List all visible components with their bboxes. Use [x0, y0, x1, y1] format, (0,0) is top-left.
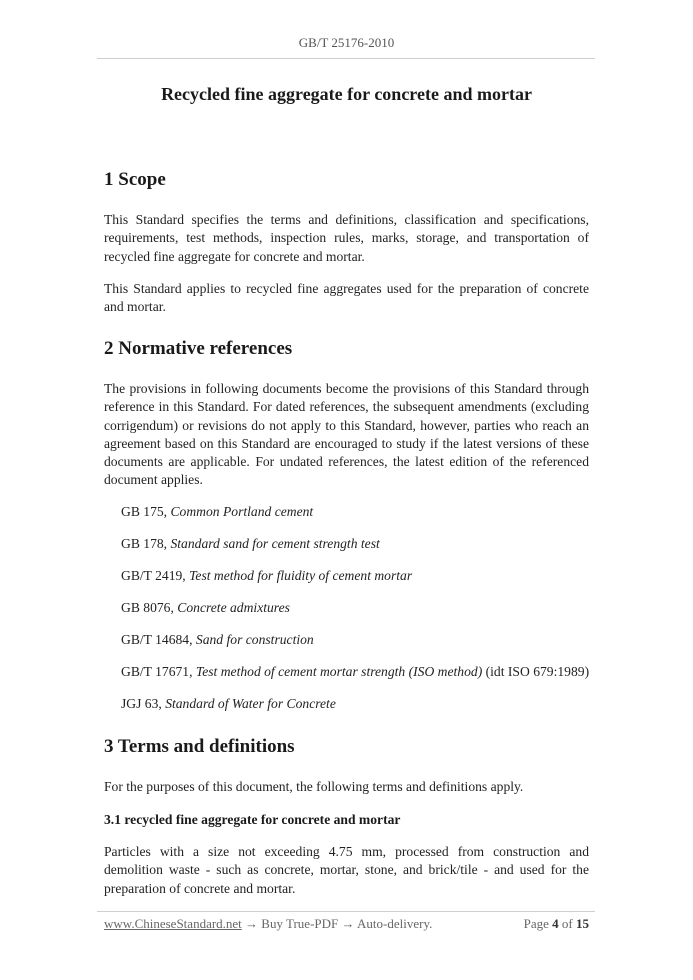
normative-paragraph: The provisions in following documents become the provisions of this Standard through reference in this Standard. For dated references, the subsequent amendments (excluding corrigendum) or revisions do not apply to this Standard, however, parties who reach an agreement based on this Standard are encouraged to study if the latest versions of these documents are applicable. For undated references, the latest edition of the referenced document applies. [104, 381, 589, 488]
reference-code: GB 175, [121, 504, 171, 519]
reference-title: Standard sand for cement strength test [170, 536, 380, 551]
reference-title: Standard of Water for Concrete [165, 696, 336, 711]
section-heading-terms-definitions: 3 Terms and definitions [104, 736, 295, 757]
reference-item [121, 632, 314, 648]
reference-item [121, 664, 589, 680]
reference-code: GB 8076, [121, 600, 178, 615]
of-label: of [561, 916, 573, 931]
reference-code: GB/T 2419, [121, 568, 190, 583]
subsection-heading: 3.1 recycled fine aggregate for concrete and mortar [104, 812, 401, 827]
reference-title: Sand for construction [195, 632, 314, 647]
reference-code: GB/T 14684, [121, 632, 196, 647]
footer-promo [104, 916, 432, 932]
page-total: 15 [576, 916, 589, 931]
page-indicator [524, 916, 589, 932]
reference-item [121, 568, 412, 584]
auto-delivery-text: Auto-delivery. [357, 916, 433, 931]
reference-item [121, 504, 313, 520]
arrow-right-icon: → [245, 916, 259, 931]
reference-item [121, 536, 380, 552]
scope-paragraph-1: This Standard specifies the terms and definitions, classification and specifications, requirements, test methods, inspection rules, marks, storage, and transportation of recycled fine aggregate for concrete and mortar. [104, 212, 589, 264]
section-heading-normative-references: 2 Normative references [104, 338, 293, 359]
reference-title: Test method for fluidity of cement mortar [189, 568, 413, 583]
reference-title: Concrete admixtures [177, 600, 290, 615]
document-title: Recycled fine aggregate for concrete and mortar [161, 84, 532, 104]
running-header: GB/T 25176-2010 [298, 35, 395, 50]
site-link[interactable]: www.ChineseStandard.net [104, 916, 242, 931]
buy-pdf-text: Buy True-PDF [261, 916, 339, 931]
section-heading-scope: 1 Scope [104, 169, 166, 190]
reference-code: JGJ 63, [121, 696, 166, 711]
page-label: Page [523, 916, 549, 931]
arrow-right-icon: → [341, 916, 355, 931]
scope-paragraph-2: This Standard applies to recycled fine aggregates used for the preparation of concrete and mortar. [104, 281, 589, 315]
footer-divider [97, 911, 595, 912]
reference-title: Test method of cement mortar strength (ISO method) [195, 664, 483, 679]
reference-item [121, 600, 290, 616]
reference-item [121, 696, 336, 712]
terms-paragraph: For the purposes of this document, the following terms and definitions apply. [104, 779, 524, 794]
reference-code: GB/T 17671, [121, 664, 196, 679]
header-divider [97, 58, 595, 59]
reference-equivalence: (idt ISO 679:1989) [482, 664, 590, 679]
page-number: 4 [552, 916, 559, 931]
definition-paragraph: Particles with a size not exceeding 4.75 mm, processed from construction and demolition waste - such as concrete, mortar, stone, and brick/tile - and used for the preparation of concrete and mortar. [104, 844, 589, 896]
reference-code: GB 178, [121, 536, 171, 551]
reference-title: Common Portland cement [170, 504, 314, 519]
